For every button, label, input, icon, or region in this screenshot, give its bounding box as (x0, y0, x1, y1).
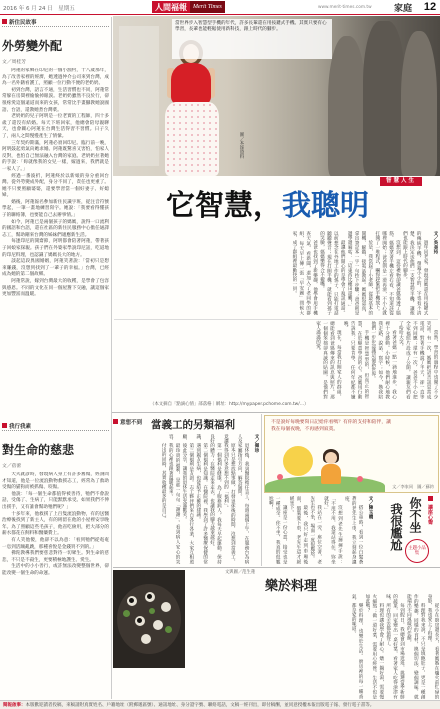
article-paragraph: 付出的同時，其實收穫最多的是自己。 (161, 443, 167, 522)
food-garnish (165, 626, 172, 633)
article-paragraph: 有人笑他傻，他卻不以為意：「看到牠們從奄奄一息到活蹦亂跳，那種喜悅是金錢買不到的。」 (2, 537, 109, 550)
article-paragraph: 於是，我當起了小老師，從最基本的開機、解鎖、接電話教起。媽媽很認真，拿出筆記本一字一句抄下步驟；爸爸則是邊學邊嘀咕：「這東西比種田還難！」 (347, 231, 373, 315)
article-volunteer (113, 414, 262, 566)
section-label: 我行我素 (9, 423, 32, 430)
article-paragraph: 阿蓮的家鄉在印尼的一個小漁村，十八歲那年，為了改善家裡的經濟，她透過仲介公司來到台灣，成為一名外籍看護工，照顧一位行動不便的老奶奶。 (2, 68, 109, 87)
article-body (263, 496, 373, 564)
submission-notice (0, 700, 440, 709)
article-paragraph: 第三個福利是友誼。志工夥伴們來自各行各業，大家互相照顧、彼此分享，讓我的退休生活充滿歡笑。 (181, 434, 194, 564)
article-paragraph: 每逢印尼的開齋節，阿明都會陪著阿蓮，帶著孩子回娘家探親。孩子們在外婆家學說印尼話，吃道地的印尼料理，也認識了媽媽長大的地方。 (2, 239, 109, 258)
article-paragraph: 第一個福利是健康。為了服務病人，我每天早起運動，保持良好的體力；在醫院走來走去，也讓我的腳力越來越好。 (209, 434, 222, 564)
article-title: 外勞變外配 (2, 39, 63, 53)
article-paragraph: 談起這段異國婚姻，阿蓮笑著說：「當初只是想來賺錢，沒想到找到了一輩子的幸福。」台灣，已經成為她的第二個故鄉。 (2, 259, 109, 278)
food-item (161, 602, 171, 612)
food-photo (113, 570, 185, 668)
article-paragraph: 阿蓮常說，嫁到台灣最大的收穫，是學會了包容與感恩。不同的文化在同一個屋簷下交融，讓這個家更加豐富而溫暖。 (2, 279, 109, 298)
article-author: 文／吳美玲 (433, 231, 438, 254)
article-author: 文／周桂芳 (2, 60, 26, 65)
photo-credit: 圖／本報資料 (239, 132, 244, 159)
theme-circle-badge: 主題小品集 (405, 539, 429, 563)
food-item (147, 594, 152, 599)
section-label: 意想不到 (120, 419, 143, 426)
article-author: 文／蓓蕾 (2, 464, 22, 469)
article-paragraph: 我站在一旁，座位空著，老先生也不坐，場面一度很尷尬。 (309, 496, 322, 564)
article-title: 樂於料理 (265, 579, 318, 594)
article-paragraph: 初到台灣，語言不通，生活習慣也不同，阿蓮常常躲在房間裡偷偷掉眼淚。老奶奶雖然不良於行，卻很疼愛這個遠道而來的女孩，常常比手畫腳教她說國語、台語，還教她煮台灣菜。 (2, 87, 109, 113)
brand-name-en: Merit Times (190, 1, 225, 13)
feature-title-part-a: 它智慧， (166, 188, 283, 222)
section-name: 家庭 (394, 4, 413, 14)
illustration-sun (283, 446, 313, 476)
article-paragraph: 當然，學習的過程中也鬧了不少笑話。有一次，媽媽把語音訊息當成電話，對著手機說了半天，卻一直等不到回應；還有一次，爸爸不小心把全家福照片設成了公開，讓親友們看了哈哈大笑。 (398, 321, 438, 399)
article-body (189, 594, 439, 699)
article-cooking (113, 567, 440, 700)
red-square-marker-icon (2, 423, 7, 428)
photo-statue (401, 31, 437, 176)
article-body (2, 472, 109, 699)
article-paragraph: 手機是智慧型的，但真正的智慧，在於願意學習的心。爸媽用行動告訴我：只要肯學，任何年紀都不嫌晚。 (343, 321, 369, 399)
article-paragraph: 從小在廚房邊長大，看著媽媽在爐火前忙碌的身影，我也愛上了料理。 (427, 594, 439, 699)
article-paragraph: 爸爸也找到了新樂趣，他學會用手機查天氣、看新聞，還加入了老同學的群組，每天早上傳一張「早安圖」問候大家，成了群組裡最勤快的一員。 (291, 231, 318, 315)
cartoon-box (264, 415, 439, 493)
article-paragraph: 三年契約期滿，阿蓮必須回印尼。臨行前一晚，阿明鼓起勇氣向她求婚。阿蓮既驚喜又害怕，怕家人反對，也怕自己無法融入台灣的家庭。老奶奶拉著她的手說：「妳就像我的女兒一樣，嫁過來，我們就是一家人了。」 (2, 140, 109, 172)
photo-statue (363, 21, 405, 176)
site-url: www.merit-times.com.tw (318, 5, 372, 10)
feature-title-part-b: 我聰明 (282, 188, 370, 222)
illustration-girl-dress (321, 464, 341, 484)
article-title-part-a: 你不坐 (408, 497, 422, 533)
newspaper-logo (152, 1, 225, 13)
article-paragraph: 最後，我只好走到車廂後面，假裝要下車，老先生這才緩緩坐下。 (289, 496, 308, 564)
red-square-marker-icon (2, 19, 7, 24)
article-paragraph: 讓座是一份心意，接受也是一種成全。你不坐，我真的很尷尬啊！ (268, 496, 288, 564)
photo-statue (328, 36, 366, 176)
article-paragraph: 料理也讓我學會了耐心。燉一鍋好湯，需要慢火細熬；做一道好菜，需要用心經營。生活不也是如此嗎？ (364, 594, 384, 699)
article-paragraph: 原本只是想找點事做，打發退休後的時間，沒想到當義工，竟讓我得到許多意想不到的「福利」。 (223, 434, 236, 564)
food-garnish (123, 610, 130, 617)
feature-title (166, 186, 369, 224)
article-paragraph: 佛陀教導我們要慈悲對待一切眾生。對生命的慈悲，不只是不殺生，更要積極地護生、愛生。 (2, 551, 109, 563)
article-title: 對生命的慈悲 (2, 443, 75, 457)
section-header (2, 421, 109, 431)
feature-body-lower (114, 319, 438, 399)
article-paragraph: 沒想到老先生揮揮手說：「不用不用，我還站得住，妳坐就好。」 (323, 496, 343, 564)
article-paragraph: 沒想到，這份禮物卻讓爸媽傷透了腦筋。媽媽拿著手機左看右看，不知道該從哪裡開始；爸爸則是一滑再滑，不小心就打開了一堆程式，嚇得趕緊把手機放下。 (374, 231, 401, 315)
article-give-seat (263, 495, 440, 565)
brand-name: 人間福報 (152, 1, 190, 13)
article-paragraph: 搭公車時，看到一位白髮蒼蒼的老先生上車，我立刻起身讓座。 (344, 496, 364, 564)
illustration-flower (277, 474, 283, 480)
cartoon-credit: 文／李家同 圖／蘇鈞 (392, 484, 434, 489)
article-title-part-b: 我很尷尬 (389, 503, 403, 551)
food-item (129, 598, 134, 603)
article-paragraph: 大夫就診時，發現病人身上有許多舊傷，經詢問才知道，他是一位流浪動物救援志工，經常為了救助受傷的貓狗而被抓傷、咬傷。 (2, 472, 109, 491)
illustration-flower (357, 476, 363, 482)
feature-tag: 智慧人生 (380, 177, 422, 186)
article-title: 當義工的另類福利 (151, 419, 235, 431)
article-author: 文／佩珍 (254, 434, 259, 453)
feature-source: （本文摘自「點滴心情」部落格｜網址：http://mypaper.pchome.com.tw/…） (150, 402, 309, 407)
article-body (2, 68, 109, 406)
section-header (113, 417, 142, 426)
article-paragraph: 生活中的小小善行，或許無法改變整個世界，卻能改變一個生命的命運。 (2, 564, 109, 576)
red-square-marker-icon (428, 496, 433, 501)
photo-woman-skirt (165, 102, 219, 176)
article-paragraph: 看著爸媽一點一滴地進步，我心裡十分感動。小時候，他們耐心地教我走路、說話、寫字；如今，換我陪他們一步步認識這個新世界。 (370, 321, 397, 399)
photo-wall (119, 26, 159, 166)
food-item (141, 634, 151, 644)
article-paragraph: 最讓他們開心的是學會了視訊通話。以前想念在外地工作的孫子，只能打電話聽聽聲音；現在打開手機，就能看到孫子的笑臉，媽媽樂得合不攏嘴。 (319, 231, 346, 315)
photo-woman-red-top (171, 63, 211, 105)
section-divider (112, 412, 440, 413)
page-number: 12 (423, 1, 437, 13)
article-paragraph: 每到假日，我總會到市場逛逛，挑選當季新鮮的蔬果，回家變出一桌好菜，看著家人吃得津津有味，所有的辛苦都值得了。 (385, 594, 405, 699)
notice-text: 本版歡迎讀者投稿，來稿請附真實姓名、戶籍地址（附郵遞區號）、通訊地址、身分證字號、聯絡電話，文稿一經刊出，即付稿酬，並同意授權本報出版電子報、發行電子書等。 (25, 703, 375, 708)
article-paragraph: 第二個福利是知識。在醫院裡，我學到了許多醫療保健的常識，遇到親友生病，也能給予正確的建議。 (195, 434, 208, 564)
left-column (2, 17, 112, 699)
feature-body-upper (114, 231, 438, 315)
article-paragraph: 過年回老家，發現爸媽還在用按鍵式的傳統手機，螢幕小小的，字也看不清楚。我決定送他們一支智慧型手機，讓他們也能跟上時代的腳步。 (402, 231, 429, 315)
article-paragraph: 如今，阿蓮已是兩個孩子的媽媽，說得一口流利的國語和台語，還在社區的新住民服務中心擔任通譯志工，幫助剛來台灣的姊妹們適應新生活。 (2, 219, 109, 238)
article-paragraph: 他說：「每一個生命都值得被善待，牠們不會說話，受傷了、生病了，只能默默承受。如果我們不伸出援手，又有誰會幫助牠們呢？」 (2, 491, 109, 510)
article-paragraph: 十多年來，他救援了上百隻流浪動物，有的送醫治療後找到了新主人，有的則留在他的小屋裡安享晚年。為了照顧這些毛孩子，他省吃儉用，把大部分的薪水都花在飼料和醫藥費上。 (2, 511, 109, 537)
masthead (0, 0, 440, 15)
notice-label: 閱報啟事： (3, 703, 26, 708)
article-paragraph: 現在，每當我打開家人的群組，總能看到爸媽傳來的訊息與照片。那一個個笨拙卻真誠的貼圖，是他們對家人滿滿的愛。 (315, 321, 342, 399)
article-paragraph: 樂於料理，也樂於生活。廚房裡的每一縷香氣，都是家的味道。 (351, 594, 364, 699)
article-author: 文／陳玉晴 (368, 496, 373, 519)
article-paragraph: 老奶奶的兒子阿明是一位老實的工程師，四十多歲了還沒有結婚。每天下班回家，他總會陪母親聊天，也會關心阿蓮在台灣生活得習不習慣。日子久了，兩人之間慢慢產生了情愫。 (2, 114, 109, 139)
article-author: 文與圖／范生蓮 (225, 570, 256, 575)
article-migrant-story (2, 17, 109, 415)
section-header (2, 17, 109, 27)
food-item (153, 620, 163, 630)
illustration-girl-face (325, 452, 337, 464)
cartoon-text: 不是說好每晚要寫日記給你看嗎？有你的支持和陪伴，讓我在每個夜晚，不再感到寂寞。 (271, 420, 391, 432)
article-paragraph: 婚後，阿蓮報名參加新住民識字班，從注音符號學起，一筆一畫地練習寫字。她說：「我要看得懂孩子的聯絡簿，也要能自己去辦事情。」 (2, 199, 109, 219)
article-paragraph: 料理對我來說，不只是填飽肚子，更是一種創作的樂趣。同樣的食材，換個切法、變個調味，就能端出不同風味的佳餚。 (406, 594, 426, 699)
article-paragraph: 最珍貴的福利，是那一句句「謝謝」。看到病人安心的笑容，我的心裡也跟著溫暖起來。 (168, 434, 181, 564)
issue-date: 2016 年 6 月 24 日 星期五 (3, 6, 75, 12)
food-item (137, 618, 142, 623)
section-label: 新住民故事 (9, 19, 37, 26)
section-tag (427, 496, 434, 525)
red-square-marker-icon (113, 419, 118, 424)
food-garnish (149, 608, 155, 614)
section-tag-label: 讓座心聲 (427, 504, 433, 525)
article-paragraph: 退休後，我到醫院擔任志工，每週兩個上午，在服務台為病人及家屬指引方向、解答疑問。 (237, 434, 250, 564)
article-paragraph: 經過一番波折，阿蓮終於以新娘的身分重回台灣。從外勞變成外配，身分不同了，責任也更重了。她不只要照顧婆婆，還要學習當一個好妻子、好媳婦。 (2, 173, 109, 199)
article-compassion (2, 421, 109, 699)
article-body (113, 434, 259, 564)
photo-caption: 當世界步入智慧型手機的年代，許多長輩還在用按鍵式手機。其實只要有心學習，長輩也能輕鬆使用新科技，跟上時代的腳步。 (172, 19, 332, 59)
